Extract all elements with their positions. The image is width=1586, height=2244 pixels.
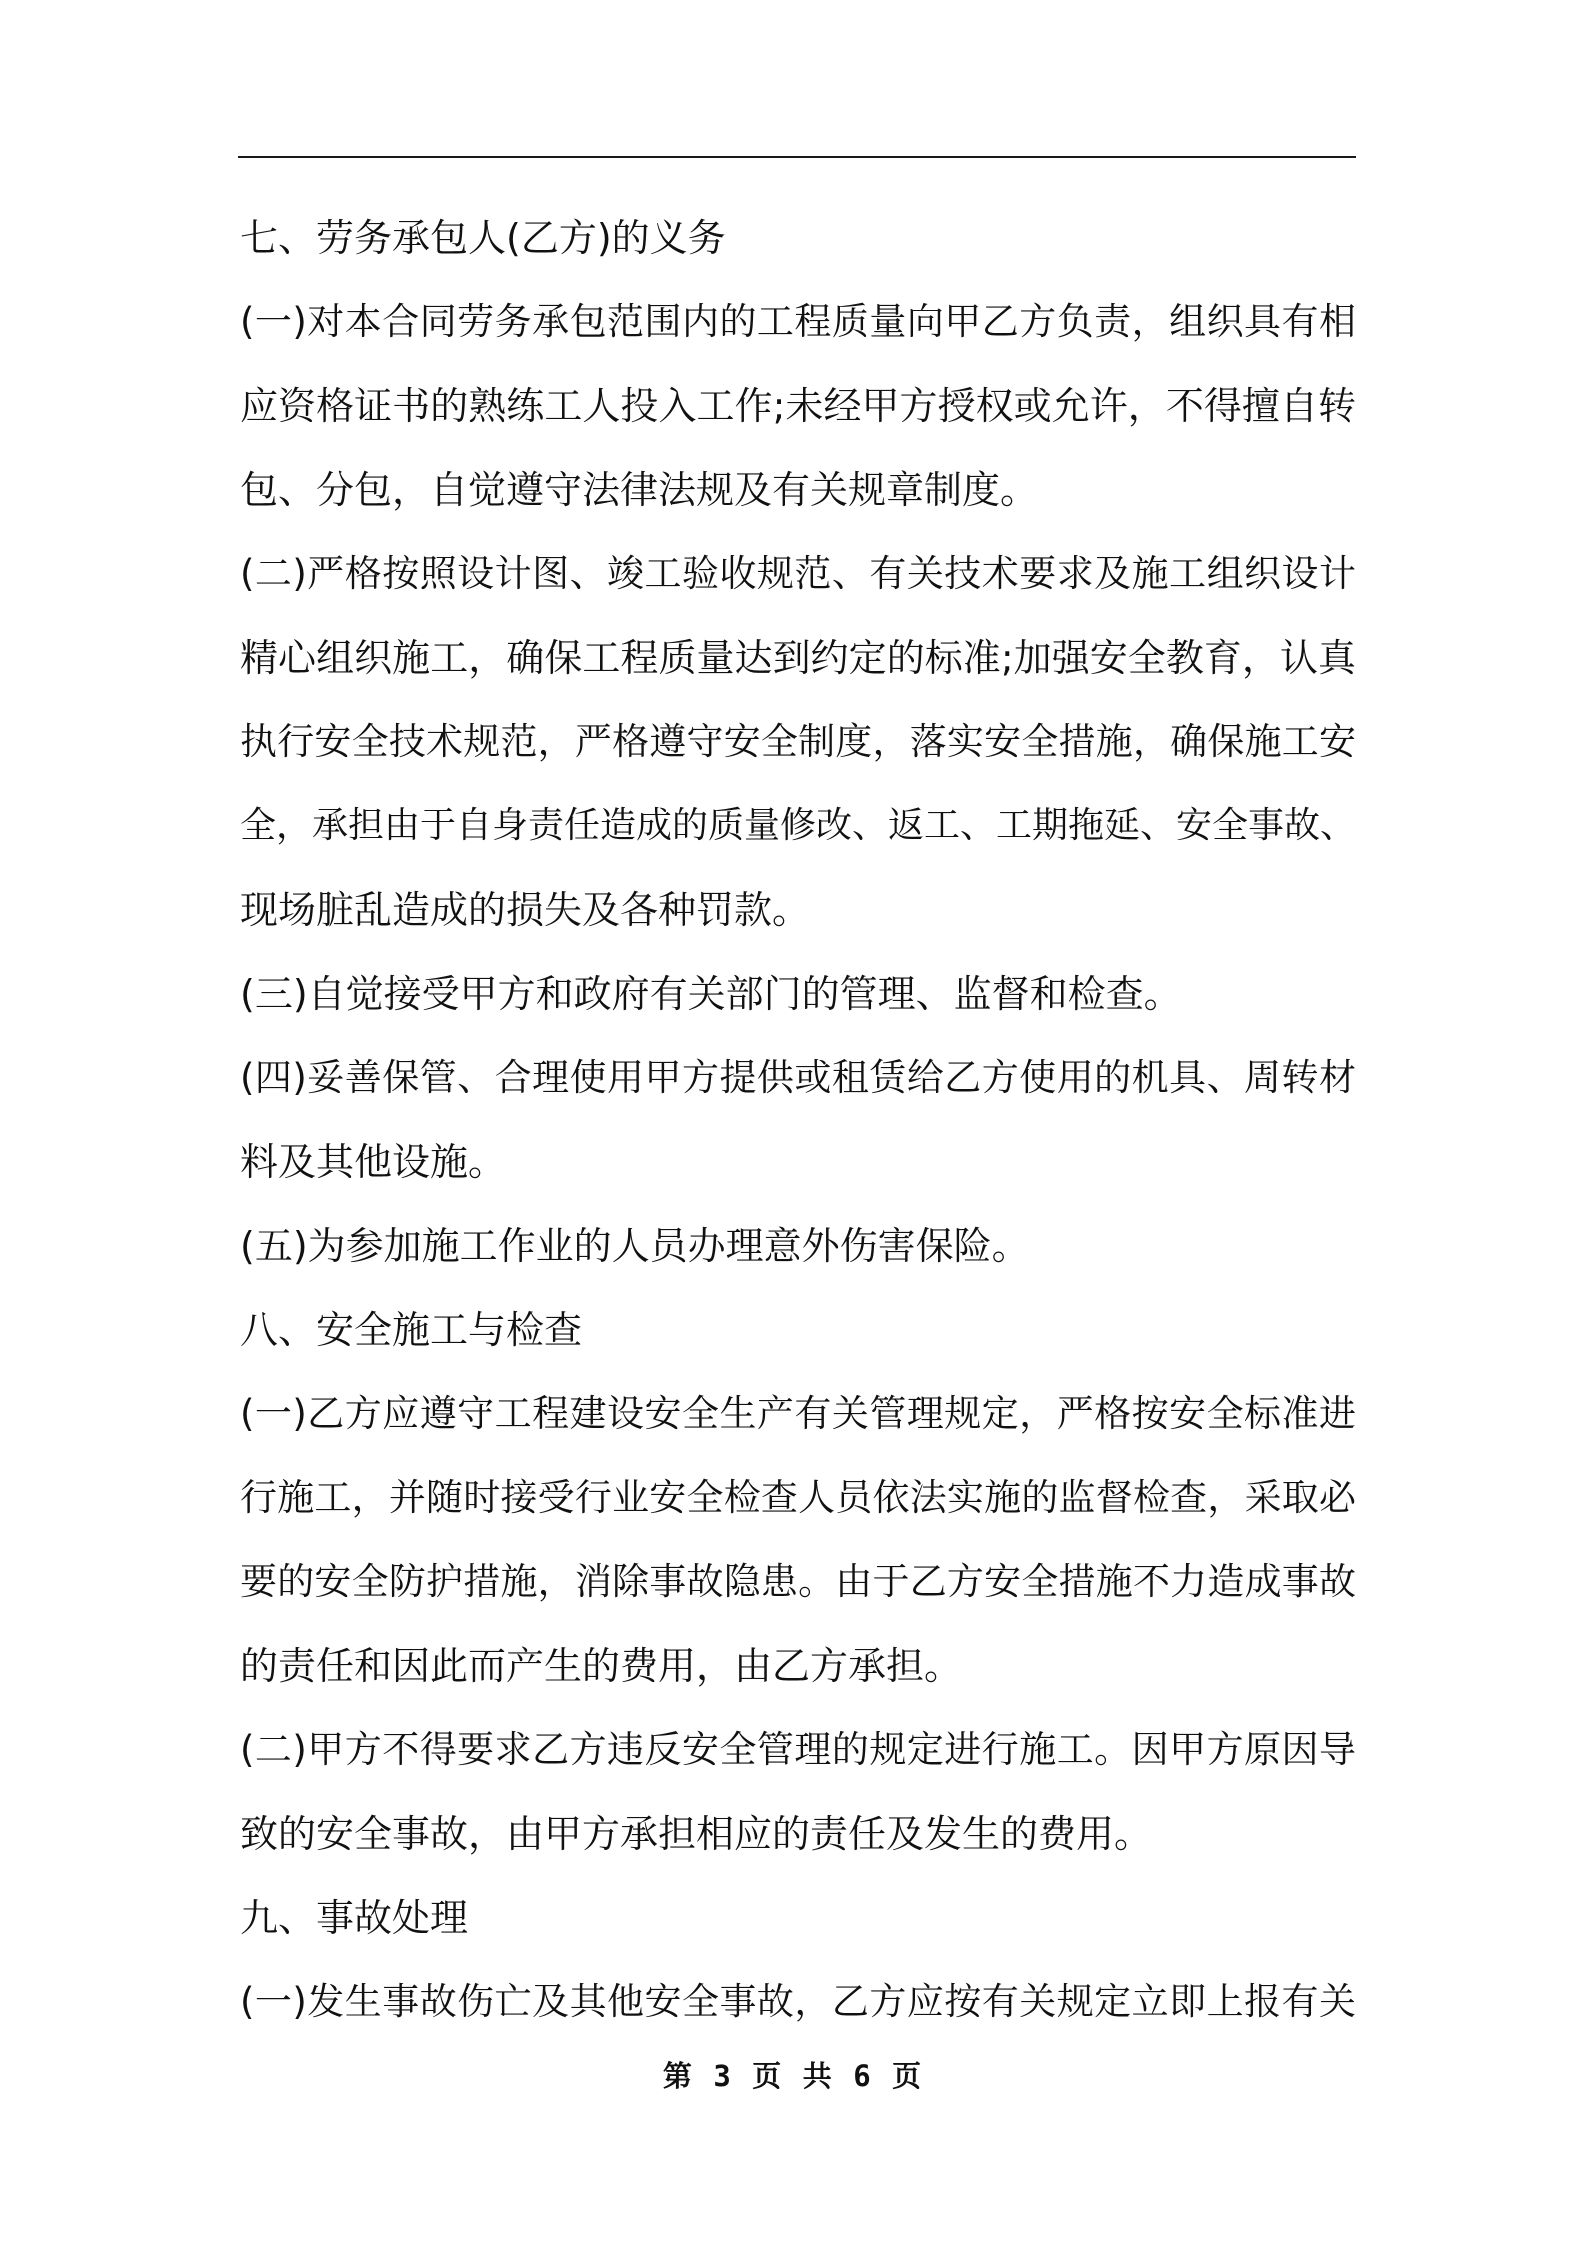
text-line: 要的安全防护措施，消除事故隐患。由于乙方安全措施不力造成事故	[240, 1560, 1356, 1603]
text-line: (二)严格按照设计图、竣工验收规范、有关技术要求及施工组织设计	[240, 552, 1356, 595]
text-line: 八、安全施工与检查	[240, 1308, 583, 1352]
text-line: 精心组织施工，确保工程质量达到约定的标准;加强安全教育，认真	[240, 636, 1356, 680]
text-line: 料及其他设施。	[240, 1140, 507, 1184]
text-line: 应资格证书的熟练工人投入工作;未经甲方授权或允许，不得擅自转	[240, 384, 1356, 428]
page-number: 第 3 页 共 6 页	[662, 2059, 924, 2093]
header-rule	[238, 156, 1356, 158]
text-line: 包、分包，自觉遵守法律法规及有关规章制度。	[240, 468, 1039, 512]
document-body	[240, 196, 1356, 2044]
text-line: (一)对本合同劳务承包范围内的工程质量向甲乙方负责，组织具有相	[240, 300, 1356, 343]
text-line: 的责任和因此而产生的费用，由乙方承担。	[240, 1644, 963, 1688]
text-line: (一)发生事故伤亡及其他安全事故，乙方应按有关规定立即上报有关	[240, 1980, 1356, 2023]
text-line: (三)自觉接受甲方和政府有关部门的管理、监督和检查。	[240, 972, 1182, 1016]
text-line: 执行安全技术规范，严格遵守安全制度，落实安全措施，确保施工安	[240, 720, 1356, 763]
text-line: (二)甲方不得要求乙方违反安全管理的规定进行施工。因甲方原因导	[240, 1728, 1356, 1771]
text-line: (五)为参加施工作业的人员办理意外伤害保险。	[240, 1224, 1030, 1268]
text-line: 全，承担由于自身责任造成的质量修改、返工、工期拖延、安全事故、	[240, 805, 1357, 846]
text-line: 九、事故处理	[240, 1896, 469, 1940]
text-line: 现场脏乱造成的损失及各种罚款。	[240, 888, 811, 932]
text-line: 七、劳务承包人(乙方)的义务	[240, 216, 726, 260]
text-line: (四)妥善保管、合理使用甲方提供或租赁给乙方使用的机具、周转材	[240, 1056, 1356, 1099]
text-line: 致的安全事故，由甲方承担相应的责任及发生的费用。	[240, 1812, 1153, 1856]
text-line: 行施工，并随时接受行业安全检查人员依法实施的监督检查，采取必	[240, 1476, 1356, 1519]
text-line: (一)乙方应遵守工程建设安全生产有关管理规定，严格按安全标准进	[240, 1392, 1356, 1435]
